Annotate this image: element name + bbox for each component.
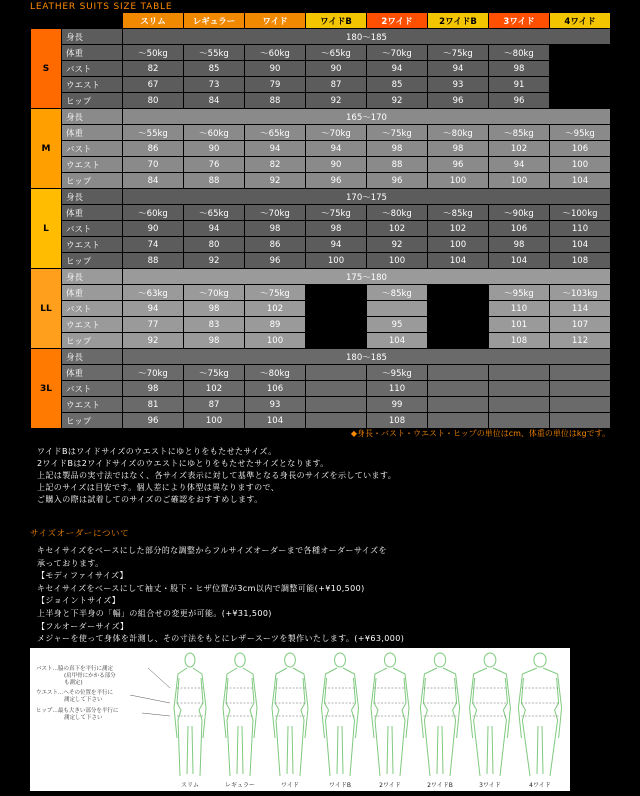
height-range: 170～175 [123, 189, 611, 205]
table-cell: 98 [184, 333, 245, 349]
table-cell: 100 [489, 173, 550, 189]
row-label: 体重 [62, 365, 123, 381]
table-row [31, 285, 611, 301]
column-header: レギュラー [184, 13, 245, 29]
table-cell [306, 413, 367, 429]
order-line: 【フルオーダーサイズ】 [37, 621, 129, 631]
table-row [31, 221, 611, 237]
table-cell: 94 [367, 61, 428, 77]
figure-label: 2ワイドB [427, 782, 453, 789]
table-cell: 90 [123, 221, 184, 237]
table-cell: ～70kg [367, 45, 428, 61]
table-cell: 96 [123, 413, 184, 429]
size-label-ll: LL [31, 269, 62, 349]
unit-note: ◆身長・バスト・ウエスト・ヒップの単位はcm、体重の単位はkgです。 [350, 429, 610, 438]
table-row [31, 365, 611, 381]
figure-body [470, 668, 511, 776]
table-cell: 88 [245, 93, 306, 109]
table-cell: ～85kg [428, 205, 489, 221]
table-cell: ～55kg [123, 125, 184, 141]
table-cell: 93 [428, 77, 489, 93]
row-label: 身長 [62, 29, 123, 45]
table-cell: 98 [123, 381, 184, 397]
table-cell: 108 [489, 333, 550, 349]
table-cell: 82 [245, 157, 306, 173]
table-cell: 98 [367, 141, 428, 157]
description-line: ご購入の際は試着してのサイズのご確認をおすすめします。 [37, 495, 263, 504]
table-row [31, 269, 611, 285]
table-cell: ～95kg [489, 285, 550, 301]
table-row [31, 253, 611, 269]
table-cell [428, 317, 489, 333]
table-cell: 99 [367, 397, 428, 413]
table-cell: 100 [428, 173, 489, 189]
order-line: メジャーを使って身体を計測し、その寸法をもとにレザースーツを製作いたします。(+¥63,000) [37, 634, 405, 644]
table-cell: ～75kg [184, 365, 245, 381]
table-cell: 94 [489, 157, 550, 173]
table-cell: ～75kg [428, 45, 489, 61]
table-cell: 100 [428, 237, 489, 253]
table-cell: 74 [123, 237, 184, 253]
table-cell: 89 [245, 317, 306, 333]
order-heading: サイズオーダーについて [30, 529, 130, 539]
table-row [31, 317, 611, 333]
table-cell: 79 [245, 77, 306, 93]
table-cell [489, 413, 550, 429]
table-cell [550, 45, 611, 61]
body-figure [420, 653, 459, 789]
row-label: バスト [62, 141, 123, 157]
row-label: ヒップ [62, 173, 123, 189]
column-header: 2ワイド [367, 13, 428, 29]
figure-body [272, 668, 308, 776]
figure-head [235, 653, 245, 667]
table-cell: 110 [550, 221, 611, 237]
table-cell [428, 333, 489, 349]
description-line: 上記のサイズは目安です。個人差により体型は異なりますので、 [37, 483, 280, 492]
legend-hip-2: 測定して下さい [64, 715, 103, 721]
table-cell [367, 301, 428, 317]
row-label: ウエスト [62, 77, 123, 93]
figure-body [223, 668, 257, 776]
table-cell: ～70kg [306, 125, 367, 141]
table-cell: 92 [367, 237, 428, 253]
figure-head [534, 653, 546, 667]
row-label: ヒップ [62, 253, 123, 269]
table-cell [306, 317, 367, 333]
table-cell: 77 [123, 317, 184, 333]
table-cell: 92 [123, 333, 184, 349]
table-cell: 90 [306, 157, 367, 173]
height-range: 180～185 [123, 29, 611, 45]
table-cell: 98 [245, 221, 306, 237]
column-header: 3ワイド [489, 13, 550, 29]
table-row [31, 349, 611, 365]
table-cell [489, 365, 550, 381]
table-cell [306, 397, 367, 413]
figure-label: レギュラー [224, 782, 256, 789]
table-cell: 96 [367, 173, 428, 189]
table-cell: 112 [550, 333, 611, 349]
table-cell: 88 [184, 173, 245, 189]
figure-head [335, 653, 346, 667]
row-label: バスト [62, 61, 123, 77]
table-cell: ～80kg [367, 205, 428, 221]
table-cell: 92 [367, 93, 428, 109]
table-cell: 100 [367, 253, 428, 269]
legend-waist-2: 測定して下さい [64, 697, 103, 703]
row-label: バスト [62, 221, 123, 237]
table-row [31, 205, 611, 221]
table-cell: 84 [123, 173, 184, 189]
table-cell: 108 [367, 413, 428, 429]
table-row [31, 93, 611, 109]
header-corner [62, 13, 123, 29]
row-label: 体重 [62, 205, 123, 221]
table-cell: ～75kg [245, 285, 306, 301]
table-cell [550, 381, 611, 397]
table-cell: ～65kg [245, 125, 306, 141]
table-cell: 94 [184, 221, 245, 237]
table-cell: 98 [306, 221, 367, 237]
figure-head [384, 653, 395, 667]
table-title: LEATHER SUITS SIZE TABLE [30, 2, 173, 12]
table-cell: 96 [428, 93, 489, 109]
table-cell: ～95kg [550, 125, 611, 141]
table-cell: ～80kg [489, 45, 550, 61]
figure-label: 4ワイド [529, 782, 551, 789]
table-cell: 104 [245, 413, 306, 429]
table-cell [428, 381, 489, 397]
table-cell: 85 [184, 61, 245, 77]
table-cell [550, 61, 611, 77]
table-cell [550, 93, 611, 109]
table-cell: ～50kg [123, 45, 184, 61]
table-cell: 86 [245, 237, 306, 253]
size-table [30, 12, 611, 429]
table-cell: ～70kg [184, 285, 245, 301]
table-cell: 100 [245, 333, 306, 349]
table-cell: 93 [245, 397, 306, 413]
table-cell: ～80kg [245, 365, 306, 381]
table-cell: 102 [367, 221, 428, 237]
table-cell: ～95kg [367, 365, 428, 381]
header-corner [31, 13, 62, 29]
legend-bust-3: も測定) [64, 680, 83, 686]
table-cell: 101 [489, 317, 550, 333]
figure-body [174, 668, 206, 776]
figure-body [518, 668, 561, 776]
figure-label: スリム [180, 782, 200, 789]
body-figure [470, 653, 511, 789]
table-cell: ～63kg [123, 285, 184, 301]
table-cell: 98 [184, 301, 245, 317]
table-row [31, 413, 611, 429]
legend-bust-2: (肩甲骨にかかる部分 [64, 673, 116, 679]
figure-label: ワイドB [329, 782, 351, 789]
legend-hip: ヒップ…最も大きい部分を平行に [36, 708, 119, 714]
table-cell: 91 [489, 77, 550, 93]
table-cell: ～70kg [245, 205, 306, 221]
table-cell [428, 285, 489, 301]
table-cell: ～75kg [367, 125, 428, 141]
body-figure [223, 653, 257, 789]
table-cell: 76 [184, 157, 245, 173]
table-cell: ～85kg [367, 285, 428, 301]
table-row [31, 77, 611, 93]
height-range: 165～170 [123, 109, 611, 125]
figure-head [185, 653, 195, 667]
table-row [31, 29, 611, 45]
table-cell: ～85kg [489, 125, 550, 141]
table-cell: 84 [184, 93, 245, 109]
table-cell: 94 [123, 301, 184, 317]
table-cell: 81 [123, 397, 184, 413]
table-row [31, 333, 611, 349]
figure-head [434, 653, 445, 667]
table-cell: ～65kg [306, 45, 367, 61]
figure-head [285, 653, 296, 667]
table-cell: ～60kg [123, 205, 184, 221]
table-row [31, 157, 611, 173]
table-cell: 96 [428, 157, 489, 173]
row-label: 身長 [62, 269, 123, 285]
table-cell: 90 [245, 61, 306, 77]
column-header: 2ワイドB [428, 13, 489, 29]
table-cell: 104 [489, 253, 550, 269]
table-cell: 104 [550, 173, 611, 189]
body-figure [371, 653, 409, 789]
size-label-s: S [31, 29, 62, 109]
table-cell: 100 [550, 157, 611, 173]
description-line: 上記は製品の実寸法ではなく、各サイズ表示に対して基準となる身長のサイズを示しています。 [37, 471, 397, 480]
table-row [31, 61, 611, 77]
table-cell [306, 381, 367, 397]
table-row [31, 173, 611, 189]
table-cell: 83 [184, 317, 245, 333]
row-label: バスト [62, 301, 123, 317]
table-cell: 110 [367, 381, 428, 397]
table-cell: 98 [428, 141, 489, 157]
table-cell: 80 [184, 237, 245, 253]
table-cell: 80 [123, 93, 184, 109]
table-cell: ～55kg [184, 45, 245, 61]
legend-pointer [130, 668, 170, 716]
body-figure [174, 653, 206, 789]
table-cell [550, 397, 611, 413]
table-cell: 96 [489, 93, 550, 109]
table-cell: 94 [306, 237, 367, 253]
row-label: 身長 [62, 189, 123, 205]
table-cell: 90 [306, 61, 367, 77]
table-cell [306, 301, 367, 317]
table-cell: 110 [489, 301, 550, 317]
table-row [31, 301, 611, 317]
row-label: 身長 [62, 109, 123, 125]
table-cell: 92 [184, 253, 245, 269]
figure-body [322, 668, 359, 776]
table-cell: 100 [184, 413, 245, 429]
figure-body [420, 668, 459, 776]
table-cell: ～103kg [550, 285, 611, 301]
table-row [31, 397, 611, 413]
figure-label: 2ワイド [379, 782, 401, 789]
column-header: ワイドB [306, 13, 367, 29]
table-cell [428, 365, 489, 381]
table-cell: 94 [306, 141, 367, 157]
table-cell: ～80kg [428, 125, 489, 141]
table-cell: ～100kg [550, 205, 611, 221]
order-line: 【モディファイサイズ】 [37, 571, 128, 581]
table-cell: 73 [184, 77, 245, 93]
table-cell: 114 [550, 301, 611, 317]
column-header: ワイド [245, 13, 306, 29]
table-cell: 104 [428, 253, 489, 269]
table-cell: 86 [123, 141, 184, 157]
column-header: 4ワイド [550, 13, 611, 29]
table-cell [489, 381, 550, 397]
description-line: 2ワイドBは2ワイドサイズのウエストにゆとりをもたせたサイズとなります。 [37, 459, 329, 468]
table-cell [428, 413, 489, 429]
table-row [31, 109, 611, 125]
table-cell: 102 [245, 301, 306, 317]
figure-head [484, 653, 496, 667]
table-cell [306, 365, 367, 381]
order-line: キセイサイズをベースにして袖丈・股下・ヒザ位置が3cm以内で調整可能(+¥10,500) [37, 583, 365, 593]
body-figures [30, 648, 570, 791]
table-cell [306, 333, 367, 349]
row-label: ウエスト [62, 397, 123, 413]
description-line: ワイドBはワイドサイズのウエストにゆとりをもたせたサイズ。 [37, 447, 277, 456]
row-label: 体重 [62, 45, 123, 61]
figure-body [371, 668, 409, 776]
table-cell: ～70kg [123, 365, 184, 381]
table-cell: ～90kg [489, 205, 550, 221]
table-cell: 104 [367, 333, 428, 349]
table-cell: 95 [367, 317, 428, 333]
row-label: バスト [62, 381, 123, 397]
table-cell: ～60kg [245, 45, 306, 61]
order-text [37, 545, 404, 646]
row-label: 体重 [62, 285, 123, 301]
table-cell: 96 [245, 253, 306, 269]
table-cell [428, 301, 489, 317]
table-cell: 107 [550, 317, 611, 333]
legend-bust: バスト…脇の真下を平行に測定 [36, 666, 114, 672]
table-cell: 106 [245, 381, 306, 397]
body-figure [322, 653, 359, 789]
row-label: 身長 [62, 349, 123, 365]
row-label: ヒップ [62, 333, 123, 349]
height-range: 180～185 [123, 349, 611, 365]
legend-waist: ウエスト…へその位置を平行に [36, 690, 114, 696]
figure-label: 3ワイド [479, 782, 501, 789]
size-label-m: M [31, 109, 62, 189]
table-cell [428, 397, 489, 413]
table-cell: 90 [184, 141, 245, 157]
row-label: ウエスト [62, 157, 123, 173]
table-cell: 88 [367, 157, 428, 173]
header-row [31, 13, 611, 29]
figure-label: ワイド [281, 782, 299, 789]
table-cell: ～65kg [184, 205, 245, 221]
order-line: キセイサイズをベースにした部分的な調整からフルサイズオーダーまで各種オーダーサイズを [37, 546, 387, 555]
height-range: 175～180 [123, 269, 611, 285]
row-label: ウエスト [62, 317, 123, 333]
body-figure [272, 653, 308, 789]
table-row [31, 237, 611, 253]
order-line: 【ジョイントサイズ】 [37, 596, 121, 606]
table-cell: 88 [123, 253, 184, 269]
table-cell: 106 [550, 141, 611, 157]
table-cell: 92 [245, 173, 306, 189]
table-row [31, 45, 611, 61]
row-label: ヒップ [62, 93, 123, 109]
table-cell: 98 [489, 237, 550, 253]
table-cell: 70 [123, 157, 184, 173]
table-cell: 108 [550, 253, 611, 269]
table-cell [489, 397, 550, 413]
table-cell: 102 [184, 381, 245, 397]
description-text [37, 446, 396, 506]
table-cell: 94 [428, 61, 489, 77]
row-label: 体重 [62, 125, 123, 141]
size-label-3l: 3L [31, 349, 62, 429]
table-cell: 87 [184, 397, 245, 413]
size-label-l: L [31, 189, 62, 269]
table-cell [306, 285, 367, 301]
table-row [31, 189, 611, 205]
table-cell: 92 [306, 93, 367, 109]
column-header: スリム [123, 13, 184, 29]
table-cell: 94 [245, 141, 306, 157]
table-cell: 106 [489, 221, 550, 237]
order-line: 上半身と下半身の「幅」の組合せの変更が可能。(+¥31,500) [37, 608, 272, 618]
table-cell: 85 [367, 77, 428, 93]
table-cell: 87 [306, 77, 367, 93]
table-row [31, 125, 611, 141]
order-line: 承っております。 [37, 558, 104, 568]
table-cell: 82 [123, 61, 184, 77]
table-cell: 102 [428, 221, 489, 237]
table-cell: 104 [550, 237, 611, 253]
table-cell [550, 77, 611, 93]
table-cell: 96 [306, 173, 367, 189]
body-measurement-diagram [30, 648, 570, 791]
table-cell: ～60kg [184, 125, 245, 141]
table-cell: ～75kg [306, 205, 367, 221]
row-label: ウエスト [62, 237, 123, 253]
table-cell: 67 [123, 77, 184, 93]
table-cell [550, 413, 611, 429]
body-figure [518, 653, 561, 789]
table-cell [550, 365, 611, 381]
table-cell: 102 [489, 141, 550, 157]
table-cell: 100 [306, 253, 367, 269]
table-row [31, 141, 611, 157]
row-label: ヒップ [62, 413, 123, 429]
table-cell: 98 [489, 61, 550, 77]
table-row [31, 381, 611, 397]
